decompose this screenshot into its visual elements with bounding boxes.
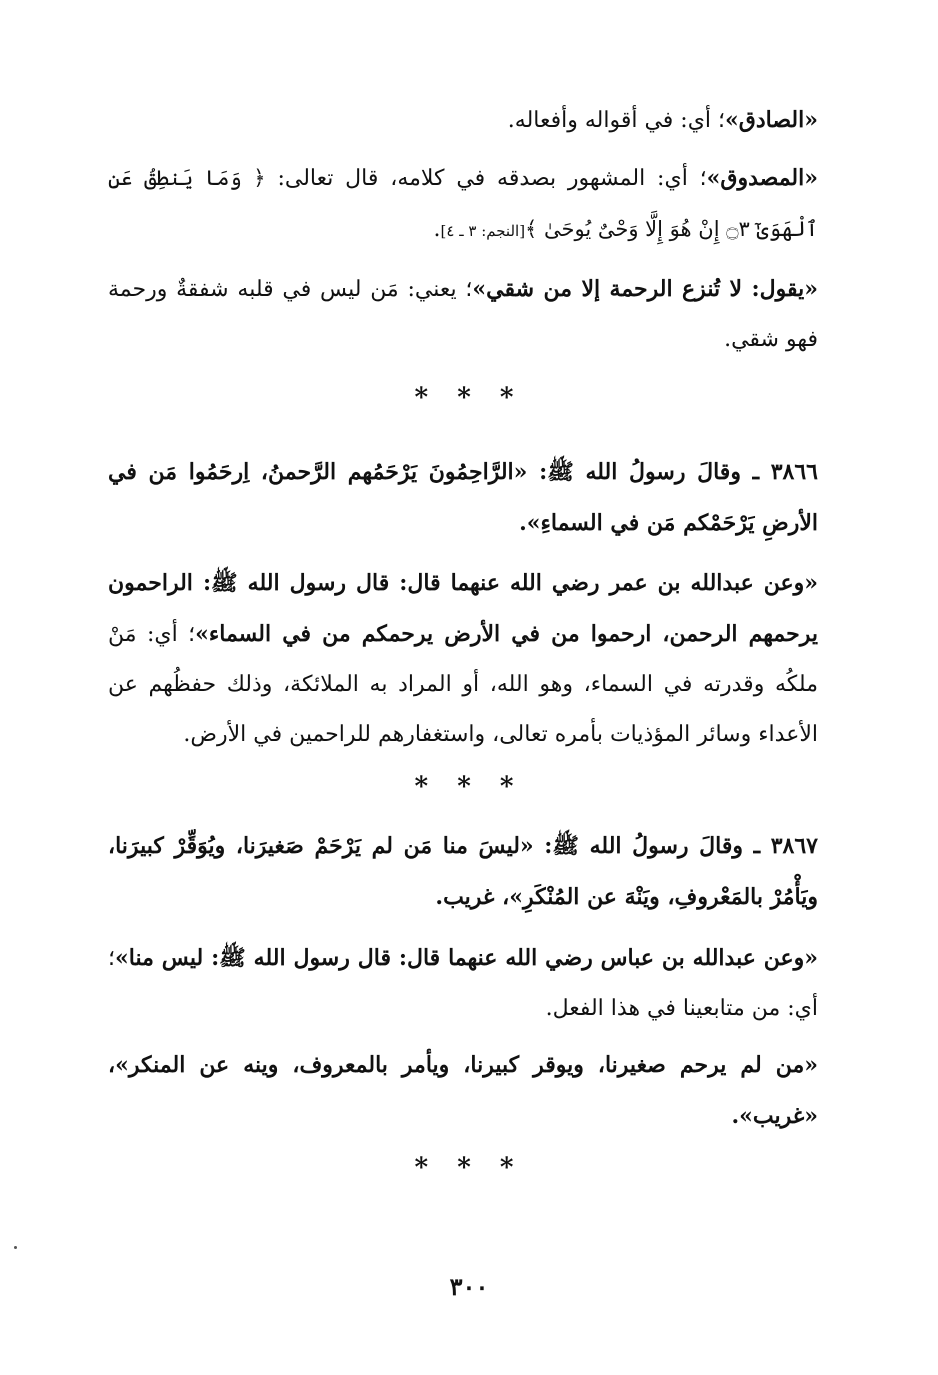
quran-reference: [النجم: ٣ ـ ٤] (440, 222, 526, 240)
commentary-3866-quote: «وعن عبدالله بن عمر رضي الله عنهما قال: قال رسول الله ﷺ: الراحمون يرحمهم الرحمن، ارحموا من في الأرض يرحمكم من في السماء» (108, 570, 818, 647)
quran-verse: ﴿ وَمَا يَنطِقُ عَنِ ٱلْهَوَىٰٓ ۝٣ إِنْ هُوَ إِلَّا وَحْىٌ يُوحَىٰ ﴾ (108, 166, 818, 241)
commentary-3867-continued (108, 1040, 818, 1142)
commentary-3866-text: ؛ أي: مَنْ ملكُه وقدرته في السماء، وهو الله، أو المراد به الملائكة، وذلك حفظُهم عن الأعداء وسائر المؤذيات بأمره تعالى، واستغفارهم للراحمين في الأرض. (108, 622, 818, 747)
text-sadiq: ؛ أي: في أقواله وأفعاله. (507, 108, 726, 133)
section-separator-3: * * * (414, 1153, 524, 1183)
paragraph-sadiq (108, 95, 818, 146)
paragraph-yaqul (108, 264, 818, 365)
text-masduq-end: . (433, 217, 441, 242)
scan-speck (14, 1246, 17, 1249)
text-yaqul: ؛ يعني: مَن ليس في قلبه شفقةٌ ورحمة فهو شقي. (108, 277, 818, 352)
term-masduq: «المصدوق» (706, 165, 818, 191)
commentary-3867-quote-2: «من لم يرحم صغيرنا، ويوقر كبيرنا، ويأمر بالمعروف، وينه عن المنكر»، «غريب». (108, 1052, 818, 1129)
hadith-3867-text: ٣٨٦٧ ـ وقالَ رسولُ الله ﷺ: «ليسَ منا مَن لم يَرْحَمْ صَغيرَنا، ويُوَقِّرْ كبيرَنا، ويَأْمُرْ بالمَعْروفِ، ويَنْهَ عن المُنْكَرِ»، غريب. (108, 833, 818, 910)
commentary-3866 (108, 558, 818, 760)
commentary-3867 (108, 933, 818, 1034)
paragraph-masduq (108, 153, 818, 256)
section-separator-1: * * * (414, 383, 524, 413)
page-number: ٣٠٠ (449, 1272, 489, 1301)
term-sadiq: «الصادق» (725, 107, 818, 133)
term-yaqul: «يقول: لا تُنزع الرحمة إلا من شقي» (472, 276, 818, 302)
hadith-3866 (108, 447, 818, 549)
hadith-3867 (108, 821, 818, 923)
text-masduq: ؛ أي: المشهور بصدقه في كلامه، قال تعالى: (265, 166, 707, 191)
commentary-3867-text: ؛ أي: من متابعينا في هذا الفعل. (108, 946, 818, 1021)
section-separator-2: * * * (414, 772, 524, 802)
hadith-3866-text: ٣٨٦٦ ـ وقالَ رسولُ الله ﷺ: «الرَّاحِمُونَ يَرْحَمُهم الرَّحمنُ، اِرحَمُوا مَن في الأرضِ يَرْحَمْكم مَن في السماءِ». (108, 459, 818, 536)
commentary-3867-quote: «وعن عبدالله بن عباس رضي الله عنهما قال: قال رسول الله ﷺ: ليس منا» (115, 945, 818, 971)
